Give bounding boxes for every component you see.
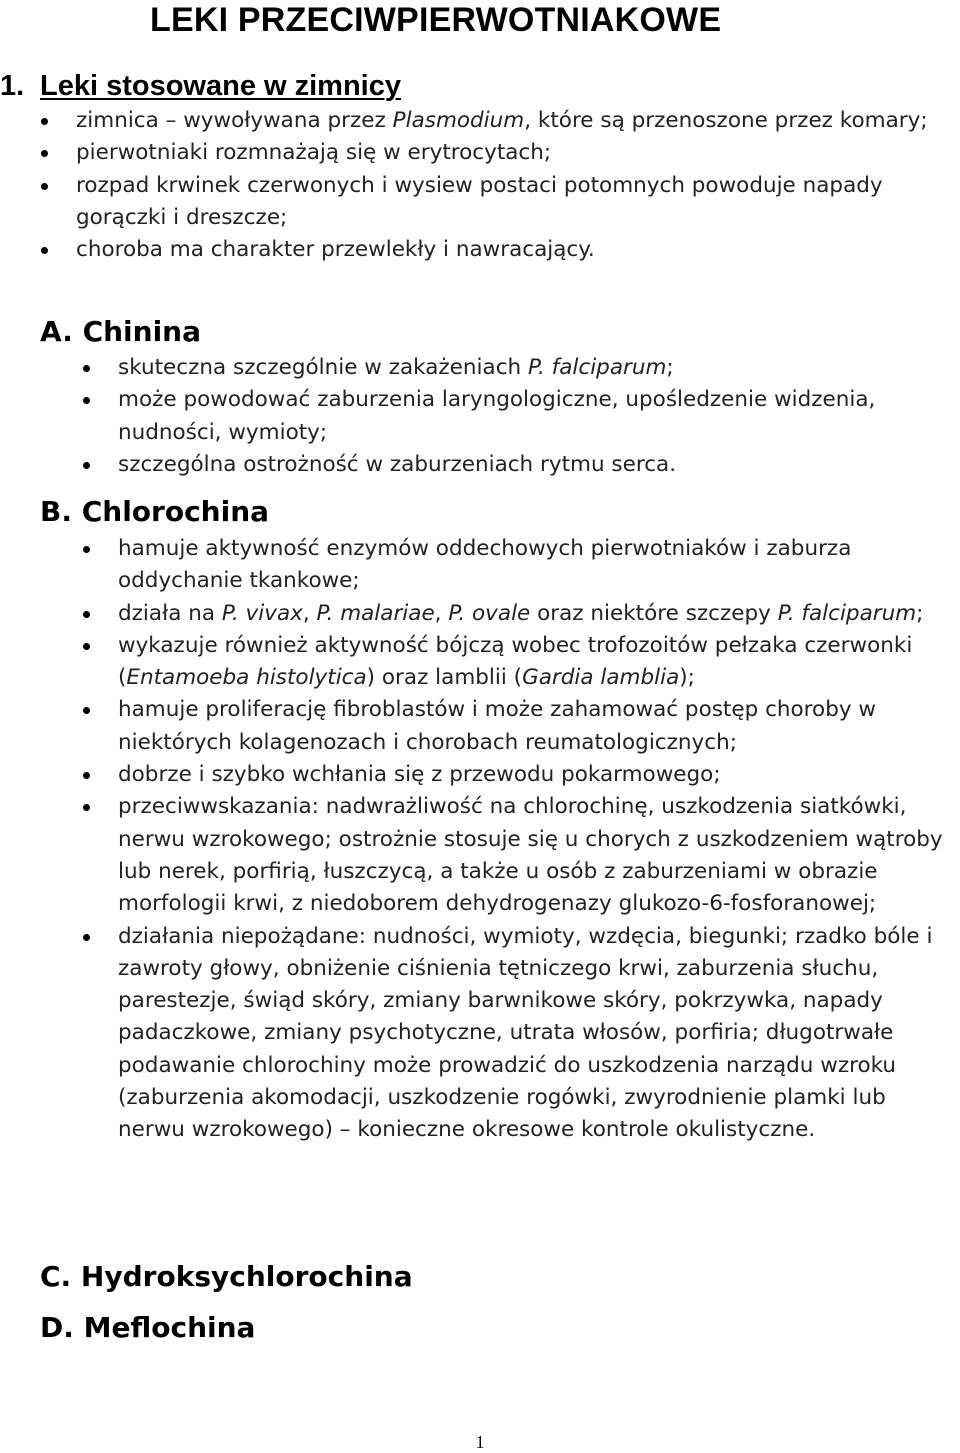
bullet-item	[118, 598, 956, 630]
italic-term: Entamoeba histolytica	[126, 665, 367, 691]
drug-heading-chlorochina: B. Chlorochina	[40, 495, 270, 528]
bullet-item	[76, 105, 956, 137]
italic-term: P. falciparum	[777, 600, 917, 626]
italic-term: P. malariae	[316, 600, 435, 626]
text-run: zimnica – wywoływana przez	[76, 108, 393, 133]
text-run: skuteczna szczególnie w zakażeniach	[118, 355, 528, 380]
drug-heading-chinina: A. Chinina	[40, 315, 202, 348]
text-run: ) oraz lamblii (	[366, 665, 523, 691]
bullet-item	[118, 921, 956, 1147]
text-run: choroba ma charakter przewlekły i nawracający.	[76, 237, 595, 263]
italic-term: P. falciparum	[527, 355, 667, 380]
intro-bullet-list	[76, 105, 956, 266]
italic-term: Plasmodium	[392, 108, 525, 133]
bullet-item	[118, 384, 956, 449]
italic-term: P. vivax	[221, 600, 303, 626]
bullet-item	[118, 759, 956, 791]
text-run: działania niepożądane: nudności, wymioty, wzdęcia, biegunki; rzadko bóle i zawroty głowy, obniżenie ciśnienia tętniczego krwi, zaburzenia słuchu, parestezje, świąd skóry, zmiany barwnikowe skóry, pokrzywka, napady padaczkowe, zmiany psychotyczne, utrata włosów, porfiria; długotrwałe podawanie chlorochiny może prowadzić do uszkodzenia narządu wzroku (zaburzenia akomodacji, uszkodzenie rogówki, zwyrodnienie plamki lub nerwu wzrokowego) – konieczne okresowe kontrole okulistyczne.	[118, 923, 933, 1143]
text-run: hamuje proliferację fibroblastów i może zahamować postęp choroby w niektórych kolagenozach i chorobach reumatologicznych;	[118, 697, 876, 755]
section-heading	[0, 66, 401, 106]
bullet-item	[76, 234, 956, 266]
text-run: działa na	[118, 600, 222, 626]
page-number: 1	[475, 1432, 485, 1452]
chlorochina-bullet-list	[118, 533, 956, 1147]
text-run: rozpad krwinek czerwonych i wysiew postaci potomnych powoduje napady gorączki i dreszcze;	[76, 172, 883, 230]
text-run: ,	[434, 600, 449, 626]
bullet-item	[118, 449, 956, 481]
drug-heading-meflochina: D. Meflochina	[40, 1311, 256, 1344]
text-run: dobrze i szybko wchłania się z przewodu pokarmowego;	[118, 762, 721, 788]
bullet-item	[118, 533, 956, 598]
text-run: przeciwwskazania: nadwrażliwość na chlorochinę, uszkodzenia siatkówki, nerwu wzrokowego; ostrożnie stosuje się u chorych z uszkodzeniem wątroby lub nerek, porfirią, łuszczycą, a także u osób z zaburzeniami w obrazie morfologii krwi, z niedoborem dehydrogenazy glukozo-6-fosforanowej;	[118, 794, 943, 917]
text-run: oraz niektóre szczepy	[530, 600, 778, 626]
text-run: szczególna ostrożność w zaburzeniach rytmu serca.	[118, 451, 677, 477]
section-number: 1.	[0, 70, 25, 102]
text-run: może powodować zaburzenia laryngologiczne, upośledzenie widzenia, nudności, wymioty;	[118, 387, 876, 445]
text-run: ;	[916, 600, 924, 626]
bullet-item	[76, 137, 956, 169]
chinina-bullet-list	[118, 352, 956, 481]
text-run: hamuje aktywność enzymów oddechowych pierwotniaków i zaburza oddychanie tkankowe;	[118, 536, 852, 594]
bullet-item	[118, 791, 956, 920]
section-title: Leki stosowane w zimnicy	[40, 70, 401, 102]
text-run: );	[679, 665, 695, 691]
italic-term: Gardia lamblia	[522, 665, 680, 691]
bullet-item	[118, 630, 956, 695]
text-run: pierwotniaki rozmnażają się w erytrocytach;	[76, 140, 552, 166]
text-run: , które są przenoszone przez komary;	[524, 108, 928, 133]
bullet-item	[76, 170, 956, 235]
bullet-item	[118, 694, 956, 759]
text-run: wykazuje również aktywność bójczą wobec trofozoitów pełzaka czerwonki (	[118, 632, 913, 691]
italic-term: P. ovale	[448, 600, 531, 626]
text-run: ;	[666, 355, 674, 380]
text-run: ,	[302, 600, 317, 626]
drug-heading-hydroksychlorochina: C. Hydroksychlorochina	[40, 1260, 413, 1293]
page-title: LEKI PRZECIWPIERWOTNIAKOWE	[150, 1, 722, 39]
bullet-item	[118, 352, 956, 384]
